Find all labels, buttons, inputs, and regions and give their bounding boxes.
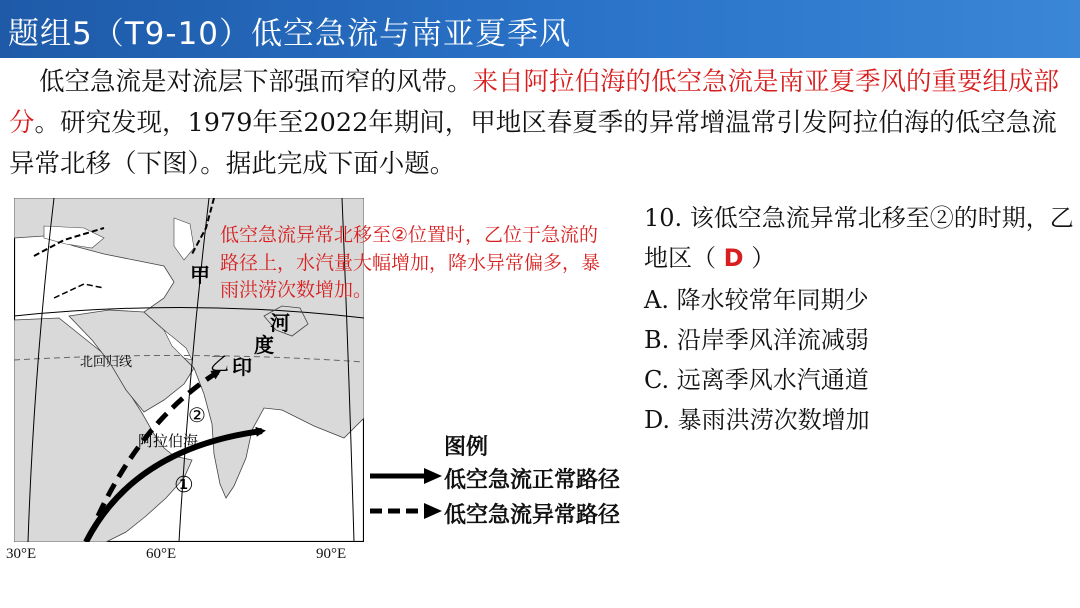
label-jia: 甲	[190, 263, 210, 287]
intro-text-1: 低空急流是对流层下部强而窄的风带。	[39, 67, 473, 97]
annotation-note: 低空急流异常北移至②位置时，乙位于急流的路径上，水汽量大幅增加，降水异常偏多，暴雨洪涝次数增加。	[220, 224, 601, 301]
option-d: D. 暴雨洪涝次数增加	[644, 406, 870, 434]
intro-text-2: 。研究发现，1979年至2022年期间，甲地区春夏季的异常增温常引发阿拉伯海的低空急流异常北移（下图）。据此完成下面小题。	[9, 108, 1057, 179]
marker-2: ②	[188, 403, 206, 427]
legend-normal-label: 低空急流正常路径	[444, 468, 621, 493]
option-b: B. 沿岸季风洋流减弱	[644, 326, 869, 354]
label-arabian-sea: 阿拉伯海	[138, 432, 199, 450]
intro-paragraph	[9, 62, 1073, 185]
intro-highlight: 来自阿拉伯海的低空急流是南亚夏季风的重要组成部分	[9, 67, 1060, 138]
answer-letter: D	[723, 244, 744, 272]
legend-normal-symbol	[368, 465, 444, 487]
label-yindu-2: 度	[254, 333, 274, 357]
question-stem-b: ）	[743, 244, 776, 272]
legend-abnormal-label: 低空急流异常路径	[444, 503, 621, 528]
label-tropic: 北回归线	[80, 355, 133, 370]
marker-1: ①	[174, 473, 194, 498]
legend-abnormal-symbol	[368, 500, 444, 522]
slide-header	[0, 0, 1080, 58]
question-stem-a: 10. 该低空急流异常北移至②的时期，乙地区（	[644, 204, 1074, 272]
label-yindu-1: 印	[232, 355, 252, 379]
option-c: C. 远离季风水汽通道	[644, 366, 869, 394]
label-he: 河	[270, 311, 290, 335]
lon-90-label: 90°E	[316, 546, 347, 562]
legend-title: 图例	[444, 435, 489, 460]
question-stem	[644, 198, 1074, 278]
label-yi: 乙	[210, 353, 230, 375]
lon-60-label: 60°E	[146, 546, 177, 562]
lon-30-label: 30°E	[6, 546, 37, 562]
slide-title: 题组5（T9-10）低空急流与南亚夏季风	[8, 16, 572, 52]
option-a: A. 降水较常年同期少	[644, 286, 869, 314]
